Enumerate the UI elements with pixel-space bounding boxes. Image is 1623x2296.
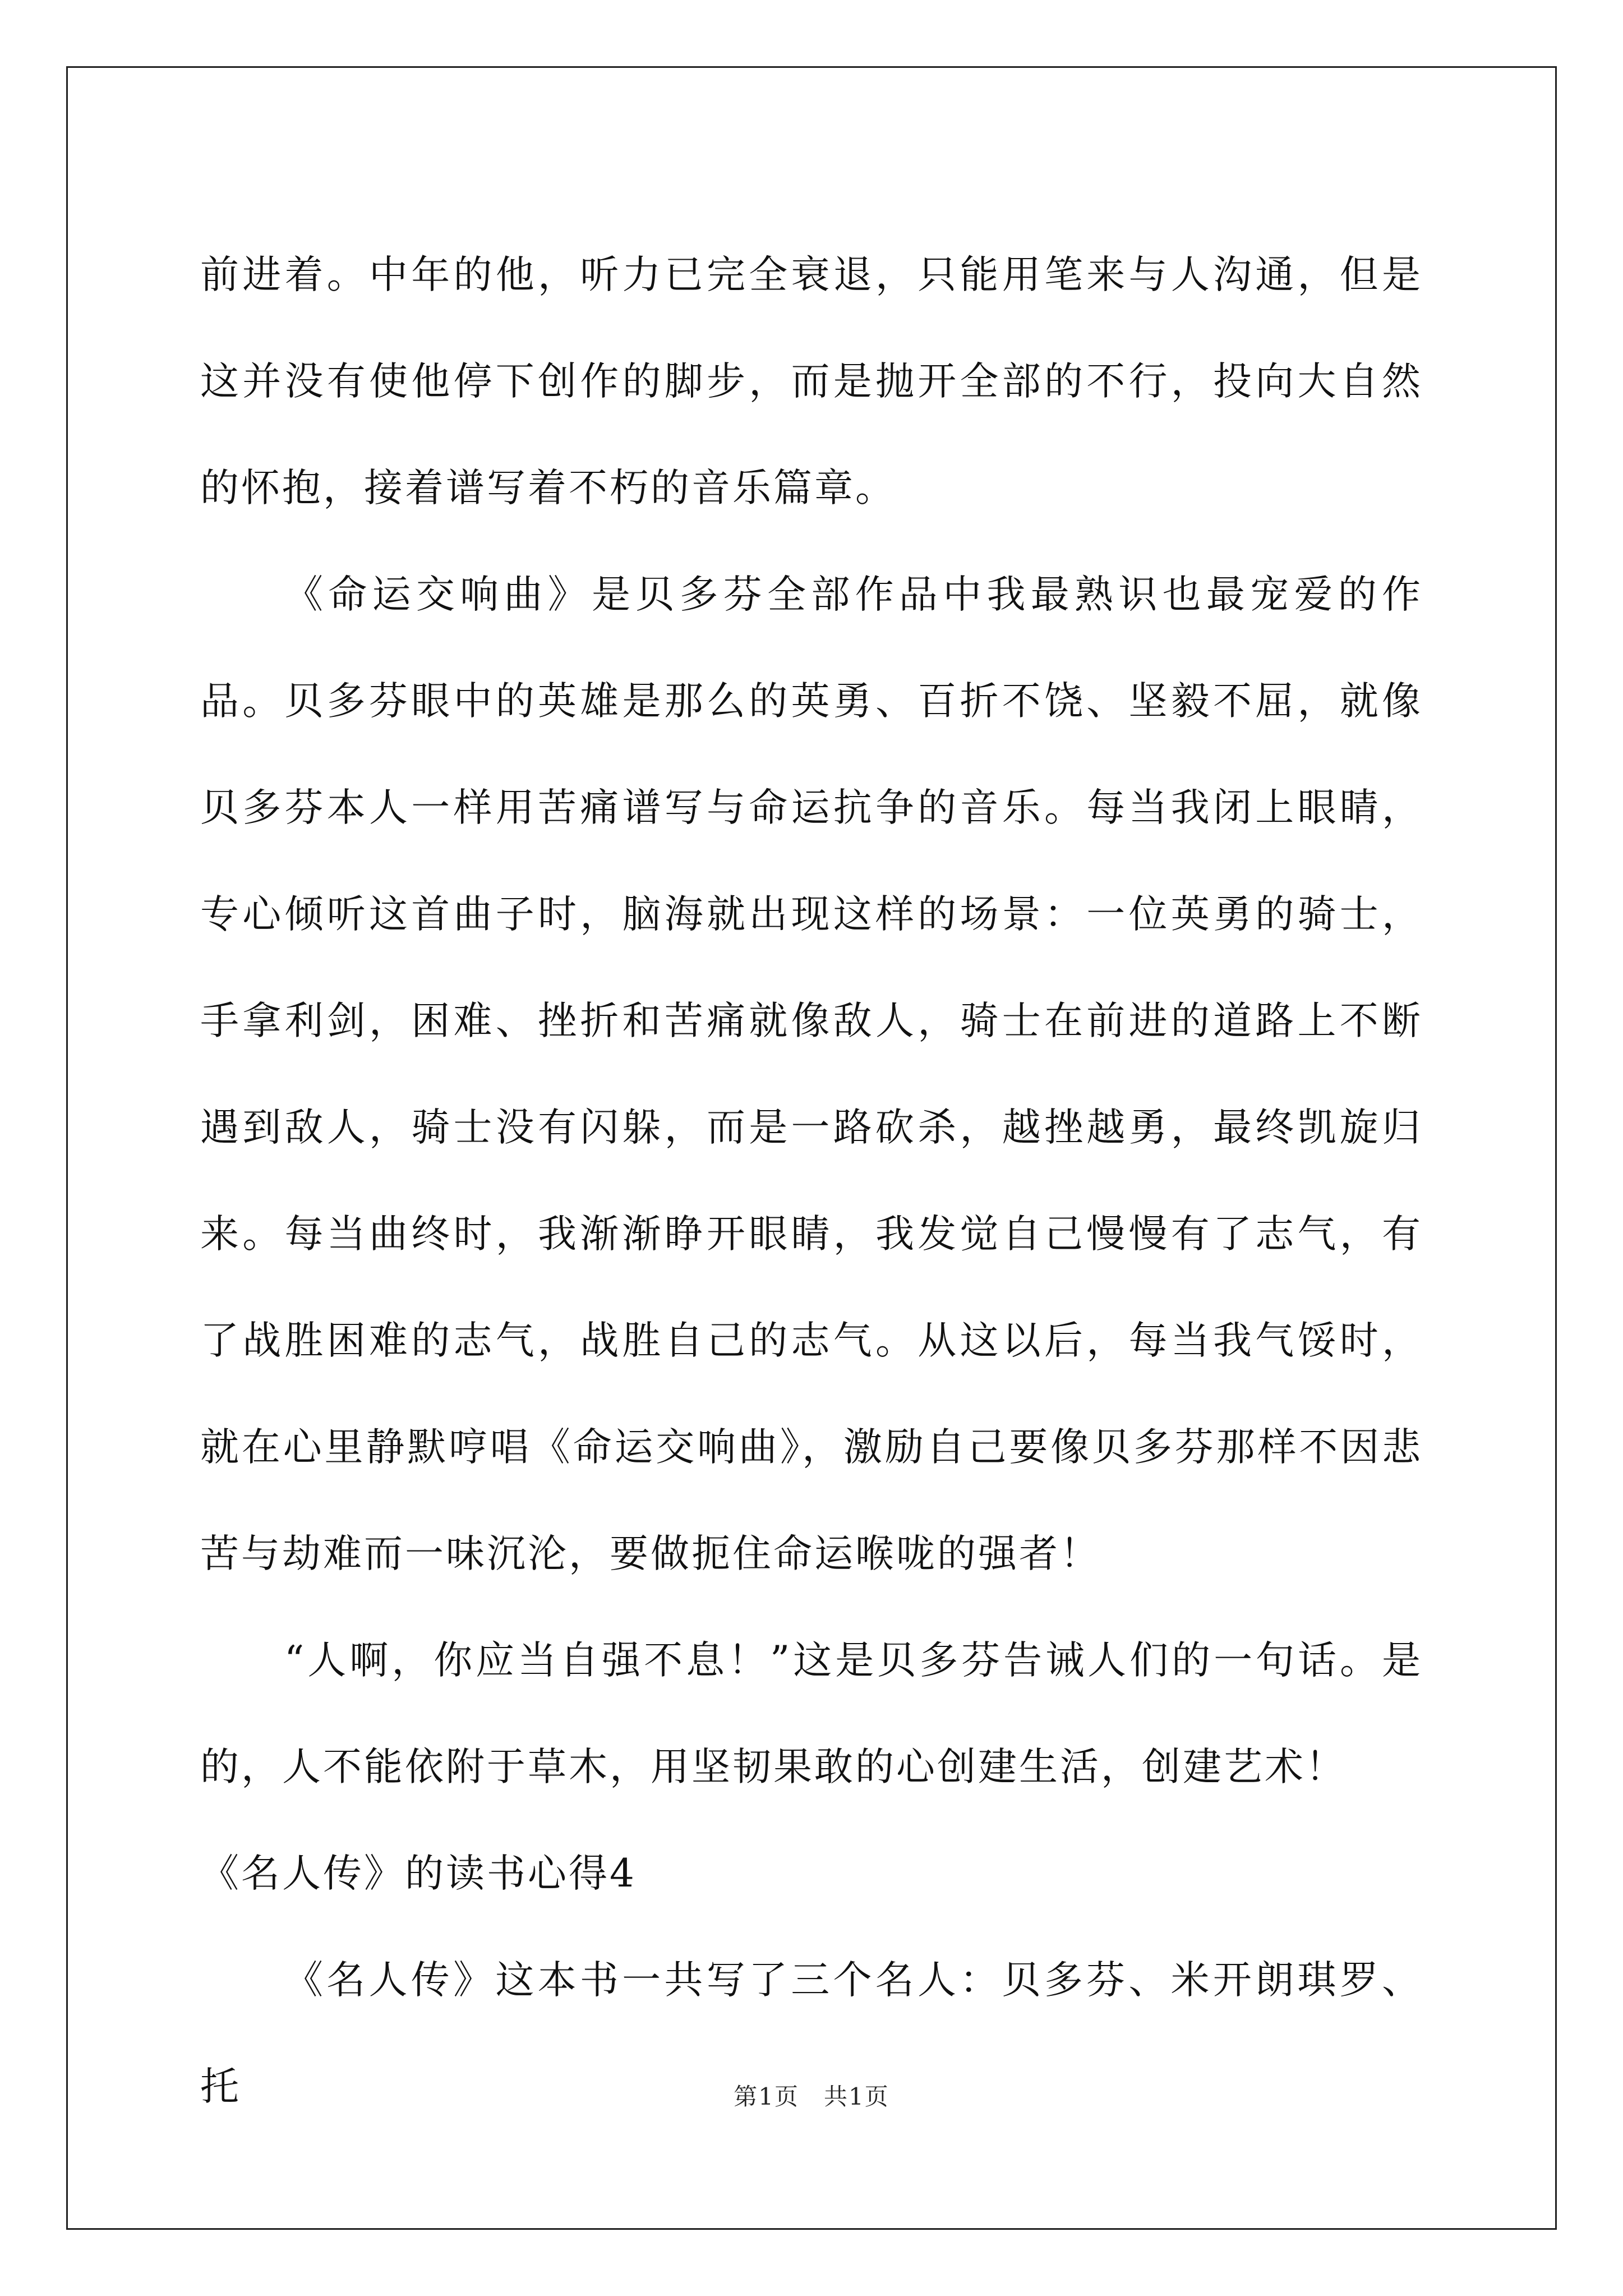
paragraph-1: 前进着。中年的他，听力已完全衰退，只能用笔来与人沟通，但是这并没有使他停下创作的脚步，而是抛开全部的不行，投向大自然的怀抱，接着谱写着不朽的音乐篇章。 [200, 252, 1423, 510]
document-body [200, 222, 1423, 2140]
section-heading: 《名人传》的读书心得4 [200, 1851, 637, 1896]
page-number-footer: 第1页 共1页 [734, 2083, 889, 2110]
paragraph-2: 《命运交响曲》是贝多芬全部作品中我最熟识也最宠爱的作品。贝多芬眼中的英雄是那么的英勇、百折不饶、坚毅不屈，就像贝多芬本人一样用苦痛谱写与命运抗争的音乐。每当我闭上眼睛，专心倾听这首曲子时，脑海就出现这样的场景：一位英勇的骑士，手拿利剑，困难、挫折和苦痛就像敌人，骑士在前进的道路上不断遇到敌人，骑士没有闪躲，而是一路砍杀，越挫越勇，最终凯旋归来。每当曲终时，我渐渐睁开眼睛，我发觉自己慢慢有了志气，有了战胜困难的志气，战胜自己的志气。从这以后，每当我气馁时，就在心里静默哼唱《命运交响曲》，激励自己要像贝多芬那样不因悲苦与劫难而一味沉沦，要做扼住命运喉咙的强者！ [200, 572, 1423, 1576]
paragraph-4: 《名人传》这本书一共写了三个名人：贝多芬、米开朗琪罗、托 [200, 1958, 1423, 2109]
paragraph-3: “人啊，你应当自强不息！”这是贝多芬告诫人们的一句话。是的，人不能依附于草木，用坚韧果敢的心创建生活，创建艺术！ [200, 1638, 1423, 1789]
